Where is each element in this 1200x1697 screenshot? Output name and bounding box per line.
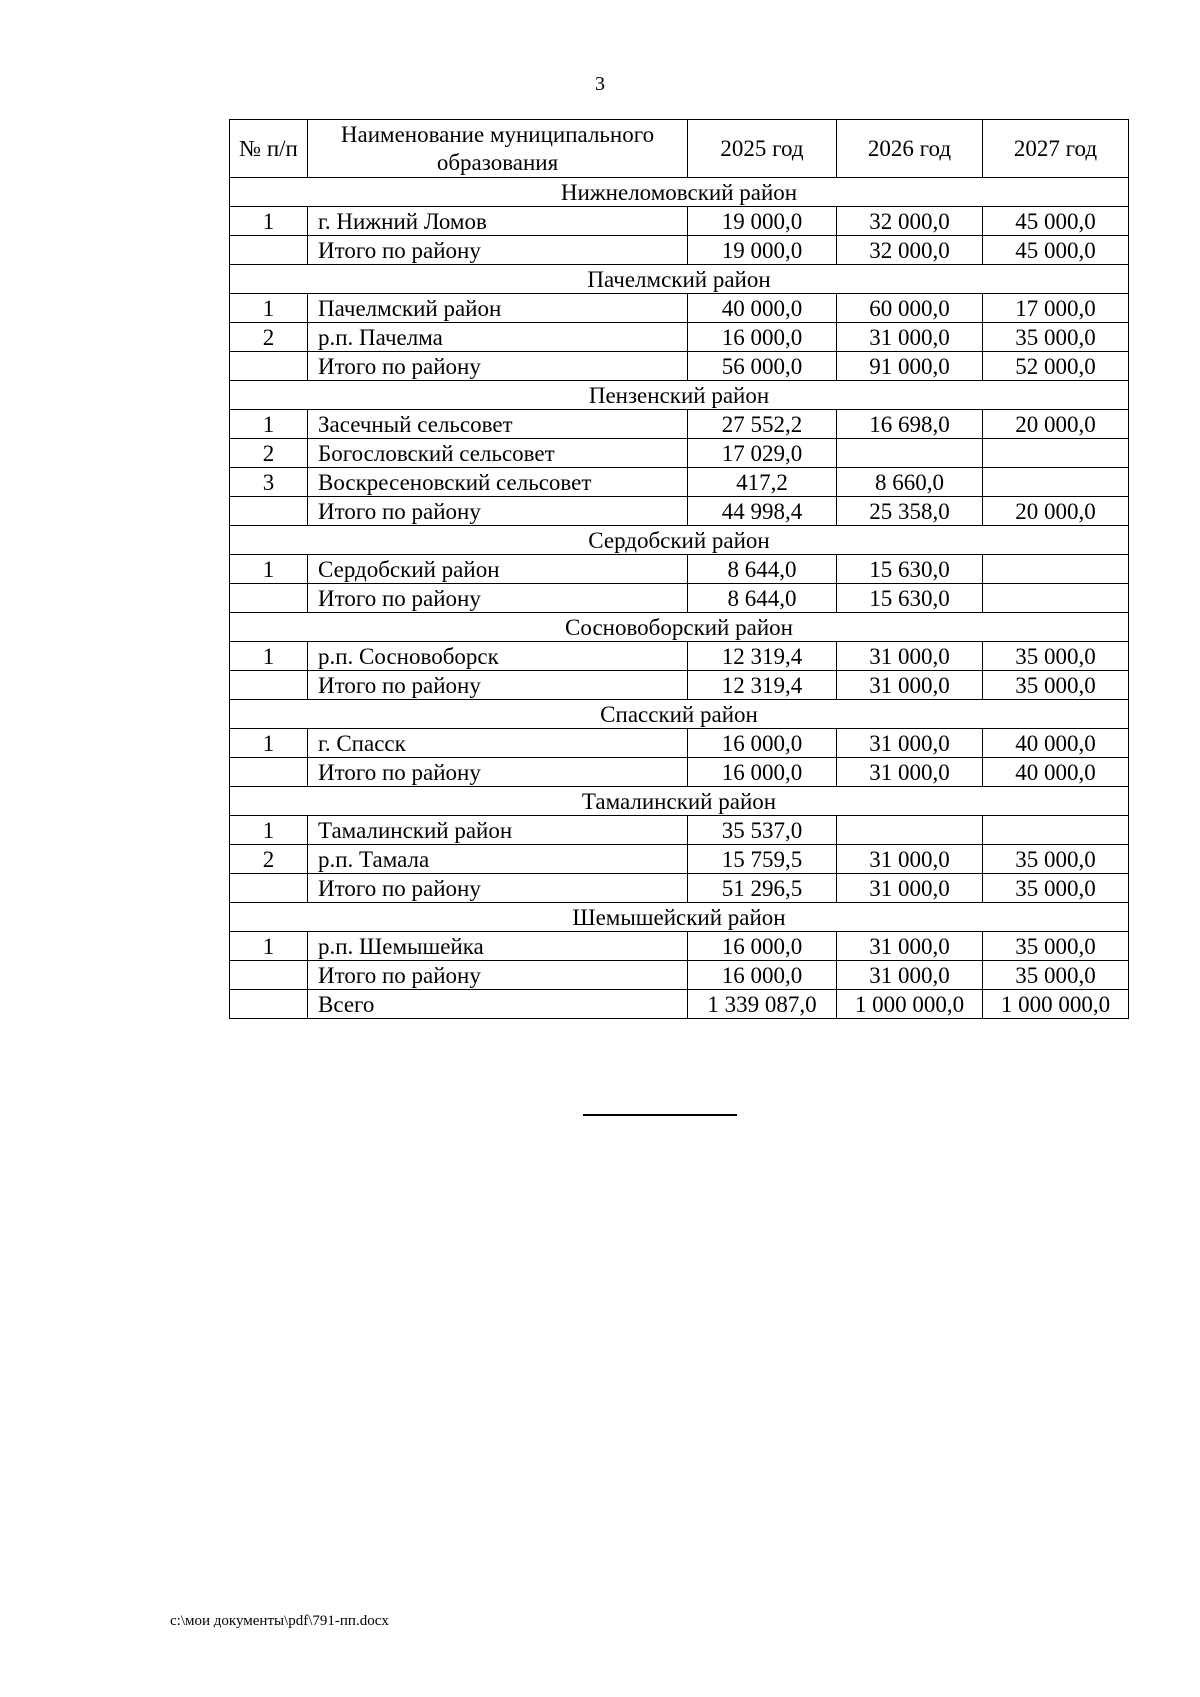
end-divider — [583, 1114, 737, 1116]
municipality-name: Засечный сельсовет — [308, 410, 688, 439]
district-name: Сосновоборский район — [230, 613, 1129, 642]
municipality-name: Итого по району — [308, 758, 688, 787]
value-2025: 16 000,0 — [688, 961, 837, 990]
value-2027: 17 000,0 — [983, 294, 1129, 323]
value-2027: 45 000,0 — [983, 207, 1129, 236]
municipality-name: р.п. Пачелма — [308, 323, 688, 352]
value-2026: 31 000,0 — [837, 758, 983, 787]
value-2027: 1 000 000,0 — [983, 990, 1129, 1019]
row-number — [230, 671, 308, 700]
table-row — [230, 439, 1129, 468]
municipality-name: г. Спасск — [308, 729, 688, 758]
table-row — [230, 874, 1129, 903]
district-header-row — [230, 787, 1129, 816]
row-number: 2 — [230, 845, 308, 874]
value-2025: 16 000,0 — [688, 932, 837, 961]
value-2027 — [983, 468, 1129, 497]
municipality-name: Итого по району — [308, 497, 688, 526]
value-2027 — [983, 439, 1129, 468]
value-2026: 31 000,0 — [837, 671, 983, 700]
table-body — [230, 178, 1129, 1019]
footer-file-path: c:\мои документы\pdf\791-пп.docx — [170, 1613, 389, 1629]
value-2027: 35 000,0 — [983, 671, 1129, 700]
district-name: Пензенский район — [230, 381, 1129, 410]
table-row — [230, 352, 1129, 381]
page-number: 3 — [595, 73, 605, 95]
table-row — [230, 236, 1129, 265]
header-2026: 2026 год — [837, 120, 983, 178]
table-row — [230, 932, 1129, 961]
table-row — [230, 642, 1129, 671]
value-2026: 31 000,0 — [837, 729, 983, 758]
table-row — [230, 468, 1129, 497]
value-2026 — [837, 816, 983, 845]
table-row — [230, 584, 1129, 613]
value-2026: 31 000,0 — [837, 961, 983, 990]
district-name: Шемышейский район — [230, 903, 1129, 932]
value-2027: 35 000,0 — [983, 323, 1129, 352]
table-header-row — [230, 120, 1129, 178]
table-row — [230, 555, 1129, 584]
table-row — [230, 758, 1129, 787]
value-2025: 12 319,4 — [688, 642, 837, 671]
value-2025: 15 759,5 — [688, 845, 837, 874]
value-2026: 31 000,0 — [837, 874, 983, 903]
table-row — [230, 671, 1129, 700]
value-2026: 31 000,0 — [837, 642, 983, 671]
row-number: 1 — [230, 294, 308, 323]
district-header-row — [230, 265, 1129, 294]
district-name: Пачелмский район — [230, 265, 1129, 294]
district-header-row — [230, 700, 1129, 729]
table-row — [230, 845, 1129, 874]
header-num: № п/п — [230, 120, 308, 178]
value-2027: 35 000,0 — [983, 874, 1129, 903]
row-number: 1 — [230, 816, 308, 845]
value-2026: 15 630,0 — [837, 584, 983, 613]
district-name: Нижнеломовский район — [230, 178, 1129, 207]
value-2026 — [837, 439, 983, 468]
value-2026: 31 000,0 — [837, 932, 983, 961]
value-2026: 31 000,0 — [837, 323, 983, 352]
value-2025: 8 644,0 — [688, 555, 837, 584]
row-number: 1 — [230, 642, 308, 671]
municipality-name: Тамалинский район — [308, 816, 688, 845]
row-number: 2 — [230, 439, 308, 468]
row-number: 1 — [230, 729, 308, 758]
value-2027: 35 000,0 — [983, 845, 1129, 874]
value-2026: 60 000,0 — [837, 294, 983, 323]
row-number — [230, 990, 308, 1019]
value-2026: 1 000 000,0 — [837, 990, 983, 1019]
municipality-name: Сердобский район — [308, 555, 688, 584]
municipality-name: Всего — [308, 990, 688, 1019]
value-2027: 52 000,0 — [983, 352, 1129, 381]
row-number — [230, 584, 308, 613]
value-2025: 19 000,0 — [688, 236, 837, 265]
municipality-name: г. Нижний Ломов — [308, 207, 688, 236]
value-2026: 32 000,0 — [837, 207, 983, 236]
value-2027: 45 000,0 — [983, 236, 1129, 265]
value-2027: 35 000,0 — [983, 642, 1129, 671]
table-row — [230, 410, 1129, 439]
table-row — [230, 816, 1129, 845]
grand-total-row — [230, 990, 1129, 1019]
municipality-name: Итого по району — [308, 671, 688, 700]
municipality-name: Пачелмский район — [308, 294, 688, 323]
row-number — [230, 758, 308, 787]
value-2025: 56 000,0 — [688, 352, 837, 381]
value-2025: 16 000,0 — [688, 729, 837, 758]
value-2026: 15 630,0 — [837, 555, 983, 584]
value-2025: 19 000,0 — [688, 207, 837, 236]
value-2025: 35 537,0 — [688, 816, 837, 845]
value-2027: 20 000,0 — [983, 497, 1129, 526]
value-2026: 32 000,0 — [837, 236, 983, 265]
table-row — [230, 323, 1129, 352]
row-number: 1 — [230, 555, 308, 584]
value-2026: 8 660,0 — [837, 468, 983, 497]
row-number — [230, 961, 308, 990]
municipality-name: р.п. Шемышейка — [308, 932, 688, 961]
row-number — [230, 874, 308, 903]
value-2025: 17 029,0 — [688, 439, 837, 468]
table-row — [230, 207, 1129, 236]
value-2025: 44 998,4 — [688, 497, 837, 526]
row-number: 2 — [230, 323, 308, 352]
district-name: Сердобский район — [230, 526, 1129, 555]
table-row — [230, 497, 1129, 526]
value-2027: 40 000,0 — [983, 758, 1129, 787]
value-2026: 31 000,0 — [837, 845, 983, 874]
row-number: 1 — [230, 932, 308, 961]
row-number — [230, 497, 308, 526]
value-2025: 417,2 — [688, 468, 837, 497]
value-2025: 8 644,0 — [688, 584, 837, 613]
district-name: Спасский район — [230, 700, 1129, 729]
value-2027: 35 000,0 — [983, 961, 1129, 990]
value-2025: 51 296,5 — [688, 874, 837, 903]
table-row — [230, 961, 1129, 990]
value-2027 — [983, 555, 1129, 584]
municipality-name: р.п. Тамала — [308, 845, 688, 874]
district-header-row — [230, 178, 1129, 207]
municipality-name: Воскресеновский сельсовет — [308, 468, 688, 497]
row-number — [230, 236, 308, 265]
row-number — [230, 352, 308, 381]
municipality-name: Итого по району — [308, 874, 688, 903]
header-2027: 2027 год — [983, 120, 1129, 178]
row-number: 3 — [230, 468, 308, 497]
value-2027 — [983, 584, 1129, 613]
municipality-name: Итого по району — [308, 584, 688, 613]
value-2025: 12 319,4 — [688, 671, 837, 700]
municipality-name: Итого по району — [308, 961, 688, 990]
header-2025: 2025 год — [688, 120, 837, 178]
district-header-row — [230, 903, 1129, 932]
municipality-name: Итого по району — [308, 352, 688, 381]
value-2027: 40 000,0 — [983, 729, 1129, 758]
value-2027: 35 000,0 — [983, 932, 1129, 961]
value-2025: 16 000,0 — [688, 758, 837, 787]
district-header-row — [230, 526, 1129, 555]
value-2027: 20 000,0 — [983, 410, 1129, 439]
value-2027 — [983, 816, 1129, 845]
district-header-row — [230, 381, 1129, 410]
value-2026: 16 698,0 — [837, 410, 983, 439]
value-2025: 40 000,0 — [688, 294, 837, 323]
municipality-name: Итого по району — [308, 236, 688, 265]
value-2026: 91 000,0 — [837, 352, 983, 381]
value-2025: 16 000,0 — [688, 323, 837, 352]
table-row — [230, 294, 1129, 323]
header-name: Наименование муниципального образования — [308, 120, 688, 178]
municipality-name: р.п. Сосновоборск — [308, 642, 688, 671]
value-2026: 25 358,0 — [837, 497, 983, 526]
district-name: Тамалинский район — [230, 787, 1129, 816]
municipality-name: Богословский сельсовет — [308, 439, 688, 468]
row-number: 1 — [230, 410, 308, 439]
value-2025: 1 339 087,0 — [688, 990, 837, 1019]
table-row — [230, 729, 1129, 758]
funding-table — [229, 119, 1129, 1019]
value-2025: 27 552,2 — [688, 410, 837, 439]
row-number: 1 — [230, 207, 308, 236]
district-header-row — [230, 613, 1129, 642]
